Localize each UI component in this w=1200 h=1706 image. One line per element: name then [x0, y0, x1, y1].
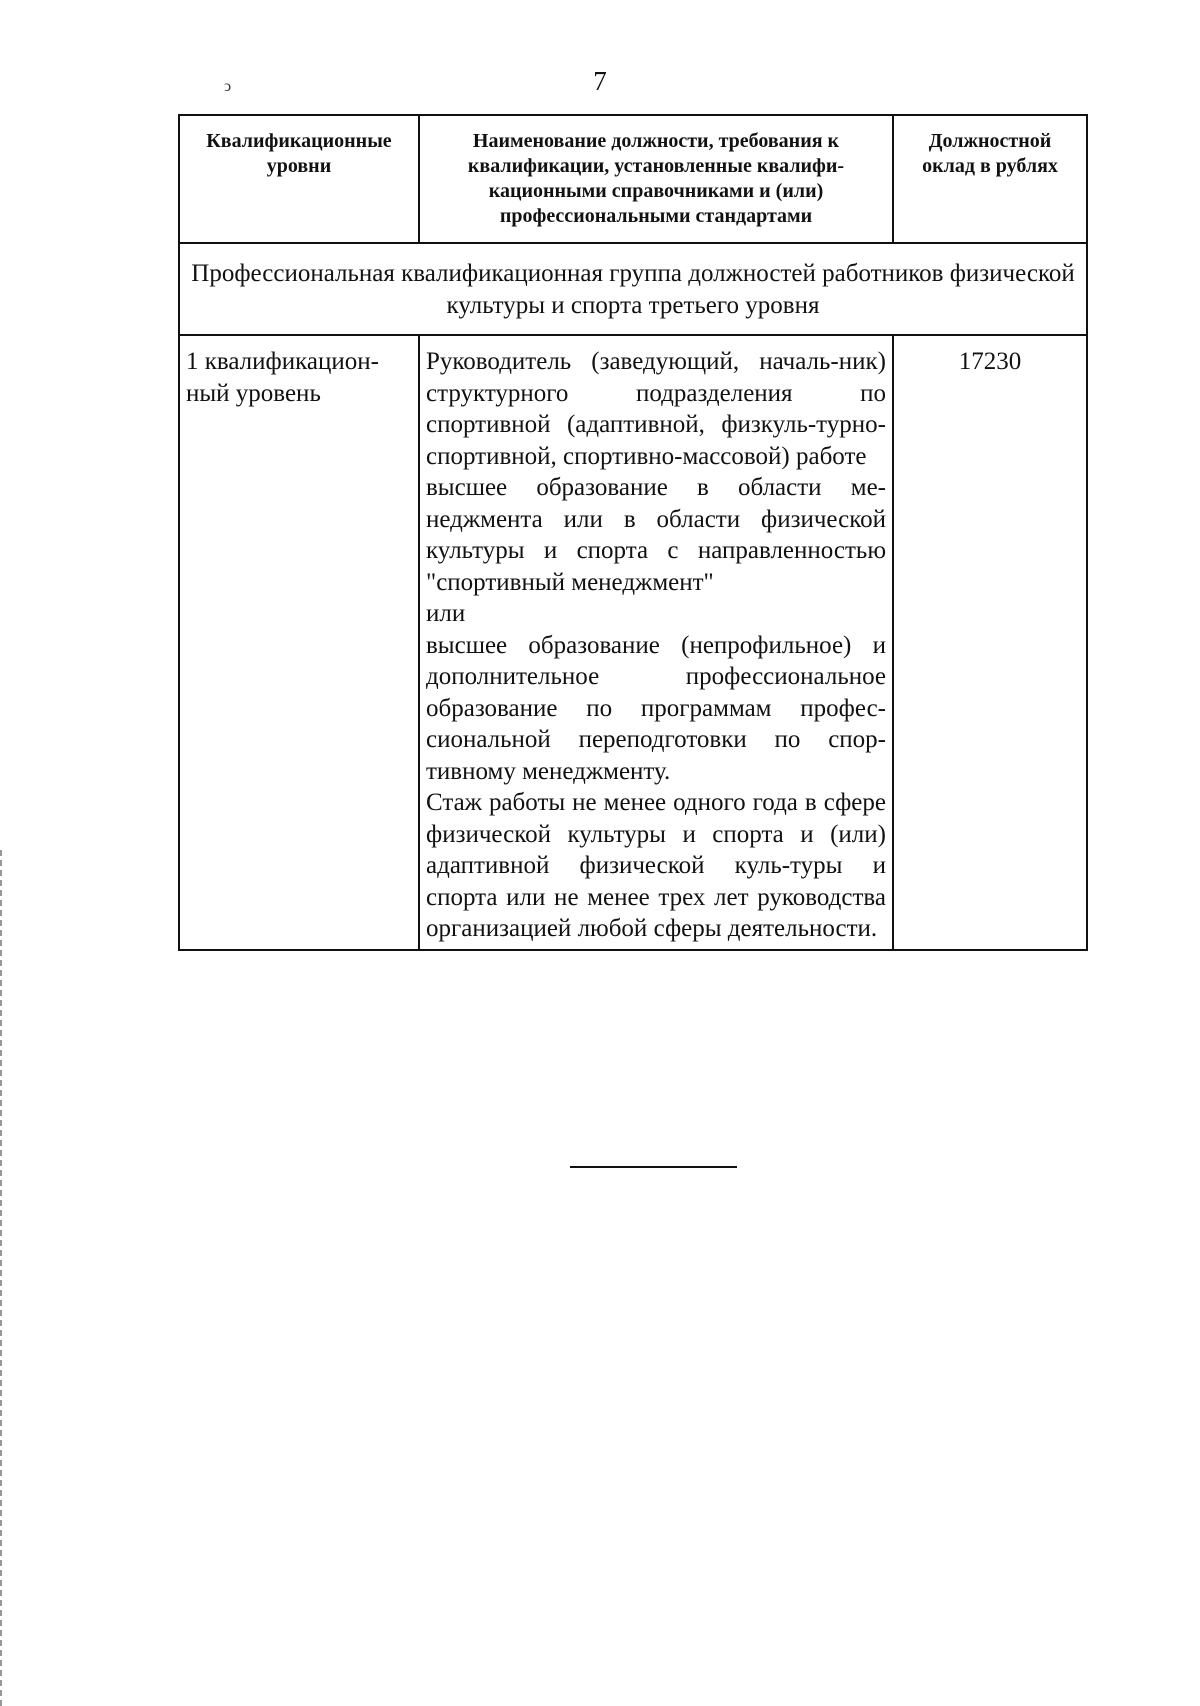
- position-title: Руководитель (заведующий, началь-ник) структурного подразделения по спортивной (адаптивной, физкуль-турно-спортивной, спортивно-массовой) работе: [426, 348, 886, 470]
- group-title-row: [179, 243, 1087, 335]
- education-requirement-primary: высшее образование в области ме-неджмента или в области физической культуры и спорта с направленностью "спортивный менеджмент": [426, 474, 886, 596]
- qualification-level-cell: 1 квалификацион-ный уровень: [179, 335, 419, 950]
- header-position-requirements: Наименование должности, требования к квалификации, установленные квалифи-кационными справочниками и (или) профессиональными стандартами: [419, 115, 893, 243]
- table-header-row: [179, 115, 1087, 243]
- closing-divider: [570, 1166, 737, 1168]
- scan-edge-marks: [0, 850, 5, 1706]
- header-salary: Должностной оклад в рублях: [893, 115, 1087, 243]
- group-title: Профессиональная квалификационная группа должностей работников физической культуры и спорта третьего уровня: [179, 243, 1087, 335]
- salary-cell: 17230: [893, 335, 1087, 950]
- alternative-separator: или: [426, 600, 466, 627]
- header-qualification-levels: Квалификационные уровни: [179, 115, 419, 243]
- table-row: [179, 335, 1087, 950]
- qualification-table: [178, 114, 1088, 951]
- scan-mark: ↄ: [224, 78, 232, 95]
- page-number: 7: [593, 66, 607, 96]
- education-requirement-alternative: высшее образование (непрофильное) и дополнительное профессиональное образование по программам профес-сиональной переподготовки по спор-тивному менеджменту.: [426, 631, 886, 785]
- experience-requirement: Стаж работы не менее одного года в сфере физической культуры и спорта и (или) адаптивной физической куль-туры и спорта или не менее трех лет руководства организацией любой сферы деятельности.: [426, 789, 886, 942]
- position-description-cell: [419, 335, 893, 950]
